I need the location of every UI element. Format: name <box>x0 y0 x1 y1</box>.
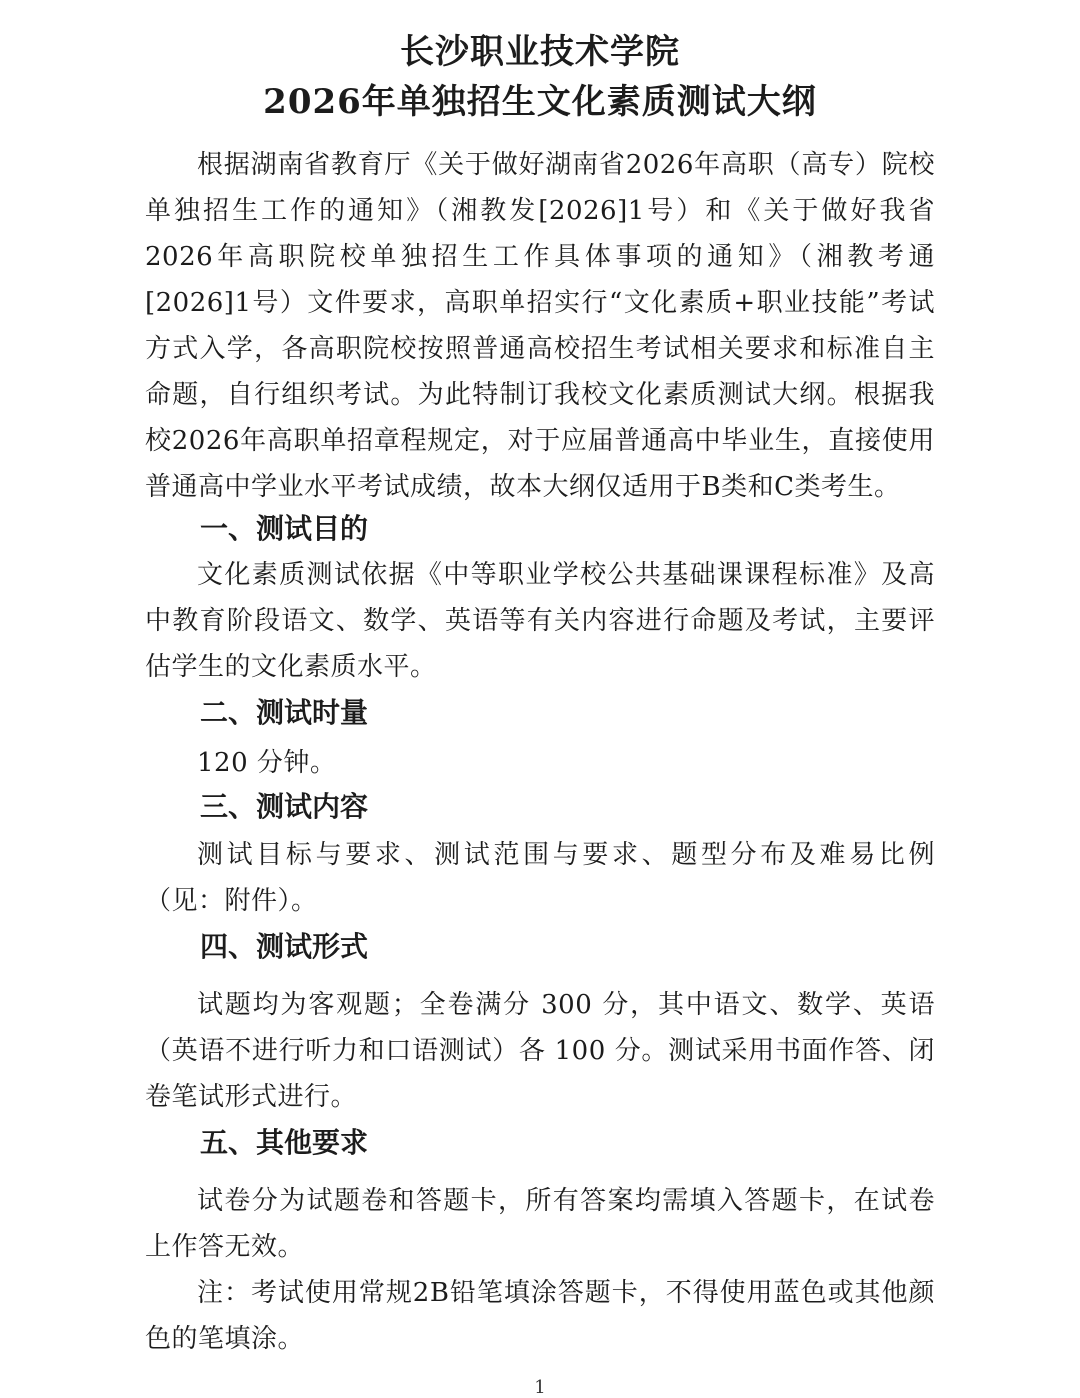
section-text-other: 试卷分为试题卷和答题卡，所有答案均需填入答题卡，在试卷上作答无效。 <box>145 1186 935 1262</box>
section-text-format: 试题均为客观题；全卷满分 300 分，其中语文、数学、英语（英语不进行听力和口语测试）各 100 分。测试采用书面作答、闭卷笔试形式进行。 <box>145 990 935 1112</box>
school-name: 长沙职业技术学院 <box>400 32 680 72</box>
intro-paragraph: 根据湖南省教育厅《关于做好湖南省2026年高职（高专）院校单独招生工作的通知》（湘教发[2026]1号）和《关于做好我省2026年高职院校单独招生工作具体事项的通知》（湘教考通[2026]1号）文件要求，高职单招实行“文化素质+职业技能”考试方式入学，各高职院校按照普通高校招生考试相关要求和标准自主命题，自行组织考试。为此特制订我校文化素质测试大纲。根据我校2026年高职单招章程规定，对于应届普通高中毕业生，直接使用普通高中学业水平考试成绩，故本大纲仅适用于B类和C类考生。 <box>145 150 935 502</box>
section-text-purpose: 文化素质测试依据《中等职业学校公共基础课课程标准》及高中教育阶段语文、数学、英语等有关内容进行命题及考试，主要评估学生的文化素质水平。 <box>145 560 935 682</box>
section-text-duration: 120 分钟。 <box>197 748 337 778</box>
section-text-content: 测试目标与要求、测试范围与要求、题型分布及难易比例（见：附件）。 <box>145 840 935 916</box>
section-heading-duration: 二、测试时量 <box>200 696 369 729</box>
section-heading-content: 三、测试内容 <box>200 790 369 823</box>
section-heading-purpose: 一、测试目的 <box>200 512 369 545</box>
section-heading-other: 五、其他要求 <box>200 1126 369 1159</box>
document-title: 2026年单独招生文化素质测试大纲 <box>263 82 817 122</box>
section-heading-format: 四、测试形式 <box>200 930 369 963</box>
section-note-other: 注：考试使用常规2B铅笔填涂答题卡，不得使用蓝色或其他颜色的笔填涂。 <box>145 1278 935 1354</box>
page-number: 1 <box>534 1377 546 1398</box>
